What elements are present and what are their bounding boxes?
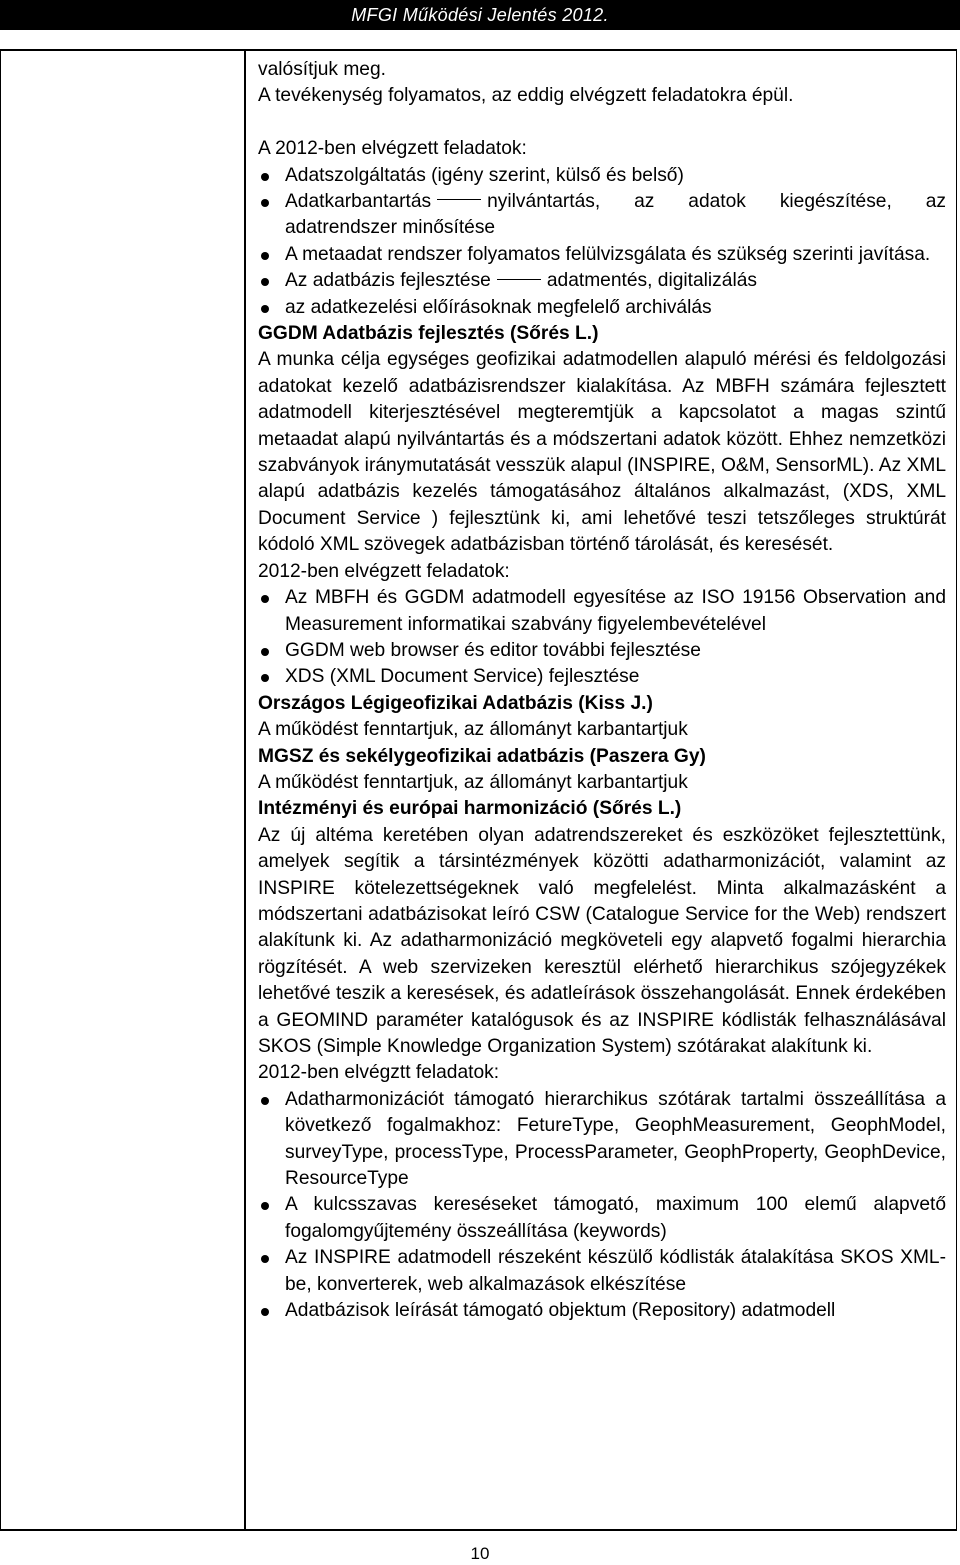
paragraph: 2012-ben elvégztt feladatok: [258,1062,500,1084]
section-heading: Országos Légigeofizikai Adatbázis (Kiss J.) [258,692,653,714]
section-heading: Intézményi és európai harmonizáció (Sőrés L.) [258,798,682,820]
paragraph: A munka célja egységes geofizikai adatmodellen alapuló mérési és feldolgozási adatokat kezelő adatbázisrendszer kialakítása. Az MBFH számára fejlesztett adatmodell kiterjesztésével megteremtjük a kapcsolatot a magas szintű metaadat alapú nyilvántartás és a módszertani adatok között. Ehhez nemzetközi szabványok iránymutatását vesszük alapul (INSPIRE, O&M, SensorML). Az XML alapú adatbázis kezelés támogatásához általános alkalmazást, (XDS, XML Document Service ) fejlesztünk ki, ami lehetővé teszi tetszőleges struktúrát kódoló XML szövegek adatbázisban történő tárolását, és keresését. [258,349,946,556]
report-table [0,49,957,1531]
list-item: A kulcsszavas kereséseket támogató, maximum 100 elemű alapvető fogalomgyűjtemény összeállítása (keywords) [258,1192,946,1245]
table-left-cell [1,51,246,1529]
list-item [258,268,946,294]
list-item-text: Adatkarbantartás [285,191,432,213]
list-item: XDS (XML Document Service) fejlesztése [258,664,946,690]
list-item: GGDM web browser és editor további fejlesztése [258,638,946,664]
em-dash [497,279,541,280]
list-item: az adatkezelési előírásoknak megfelelő archiválás [258,295,946,321]
page-header [0,0,960,30]
page-number: 10 [470,1544,490,1563]
em-dash [437,199,481,200]
list-item [258,189,946,242]
list-item: Adatbázisok leírását támogató objektum (Repository) adatmodell [258,1298,946,1324]
paragraph: 2012-ben elvégzett feladatok: [258,560,510,582]
list-item: Adatharmonizációt támogató hierarchikus szótárak tartalmi összeállítása a következő fogalmakhoz: FetureType, GeophMeasurement, GeophModel, surveyType, processType, ProcessParameter, GeophProperty, GeophDevice, ResourceType [258,1087,946,1193]
bullet-list [258,585,946,691]
paragraph: Az új altéma keretében olyan adatrendszereket és eszközöket fejlesztettünk, amelyek segítik a társintézmények közötti adatharmonizációt, valamint az INSPIRE kötelezettségeknek való megfelelést. Minta alkalmazásként a módszertani adatbázisokat leíró CSW (Catalogue Service for the Web) rendszert alakítunk ki. Az adatharmonizáció megköveteli egy alapvető fogalmi hierarchia rögzítését. A web szervizeken keresztül elérhető hierarchikus szójegyzékek lehetővé teszik a keresések, és adatleírások összehangolását. Ennek érdekében a GEOMIND paraméter katalógusok és az INSPIRE kódlisták felhasználásával SKOS (Simple Knowledge Organization System) szótárakat alakítunk ki. [258,824,946,1058]
list-item-text: Az adatbázis fejlesztése [285,270,491,292]
list-item: A metaadat rendszer folyamatos felülvizsgálata és szükség szerinti javítása. [258,242,946,268]
paragraph: A tevékenység folyamatos, az eddig elvégzett feladatokra épül. [258,85,794,107]
section-heading: GGDM Adatbázis fejlesztés (Sőrés L.) [258,323,599,345]
list-item: Adatszolgáltatás (igény szerint, külső és belső) [258,163,946,189]
bullet-list [258,1087,946,1325]
list-item: Az MBFH és GGDM adatmodell egyesítése az ISO 19156 Observation and Measurement informatikai szabvány figyelembevételével [258,585,946,638]
paragraph: A működést fenntartjuk, az állományt karbantartjuk [258,771,688,793]
list-item: Az INSPIRE adatmodell részeként készülő kódlisták átalakítása SKOS XML-be, konverterek, web alkalmazások elkészítése [258,1245,946,1298]
list-item-text: adatmentés, digitalizálás [546,270,757,292]
list-item-text: nyilvántartás, az adatok kiegészítése, az adatrendszer minősítése [285,191,946,239]
paragraph: A 2012-ben elvégzett feladatok: [258,138,527,160]
paragraph: A működést fenntartjuk, az állományt karbantartjuk [258,719,688,741]
section-heading: MGSZ és sekélygeofizikai adatbázis (Paszera Gy) [258,745,706,767]
table-content-cell [246,51,956,1529]
bullet-list [258,163,946,321]
paragraph: valósítjuk meg. [258,59,386,80]
header-title: MFGI Működési Jelentés 2012. [351,4,609,25]
